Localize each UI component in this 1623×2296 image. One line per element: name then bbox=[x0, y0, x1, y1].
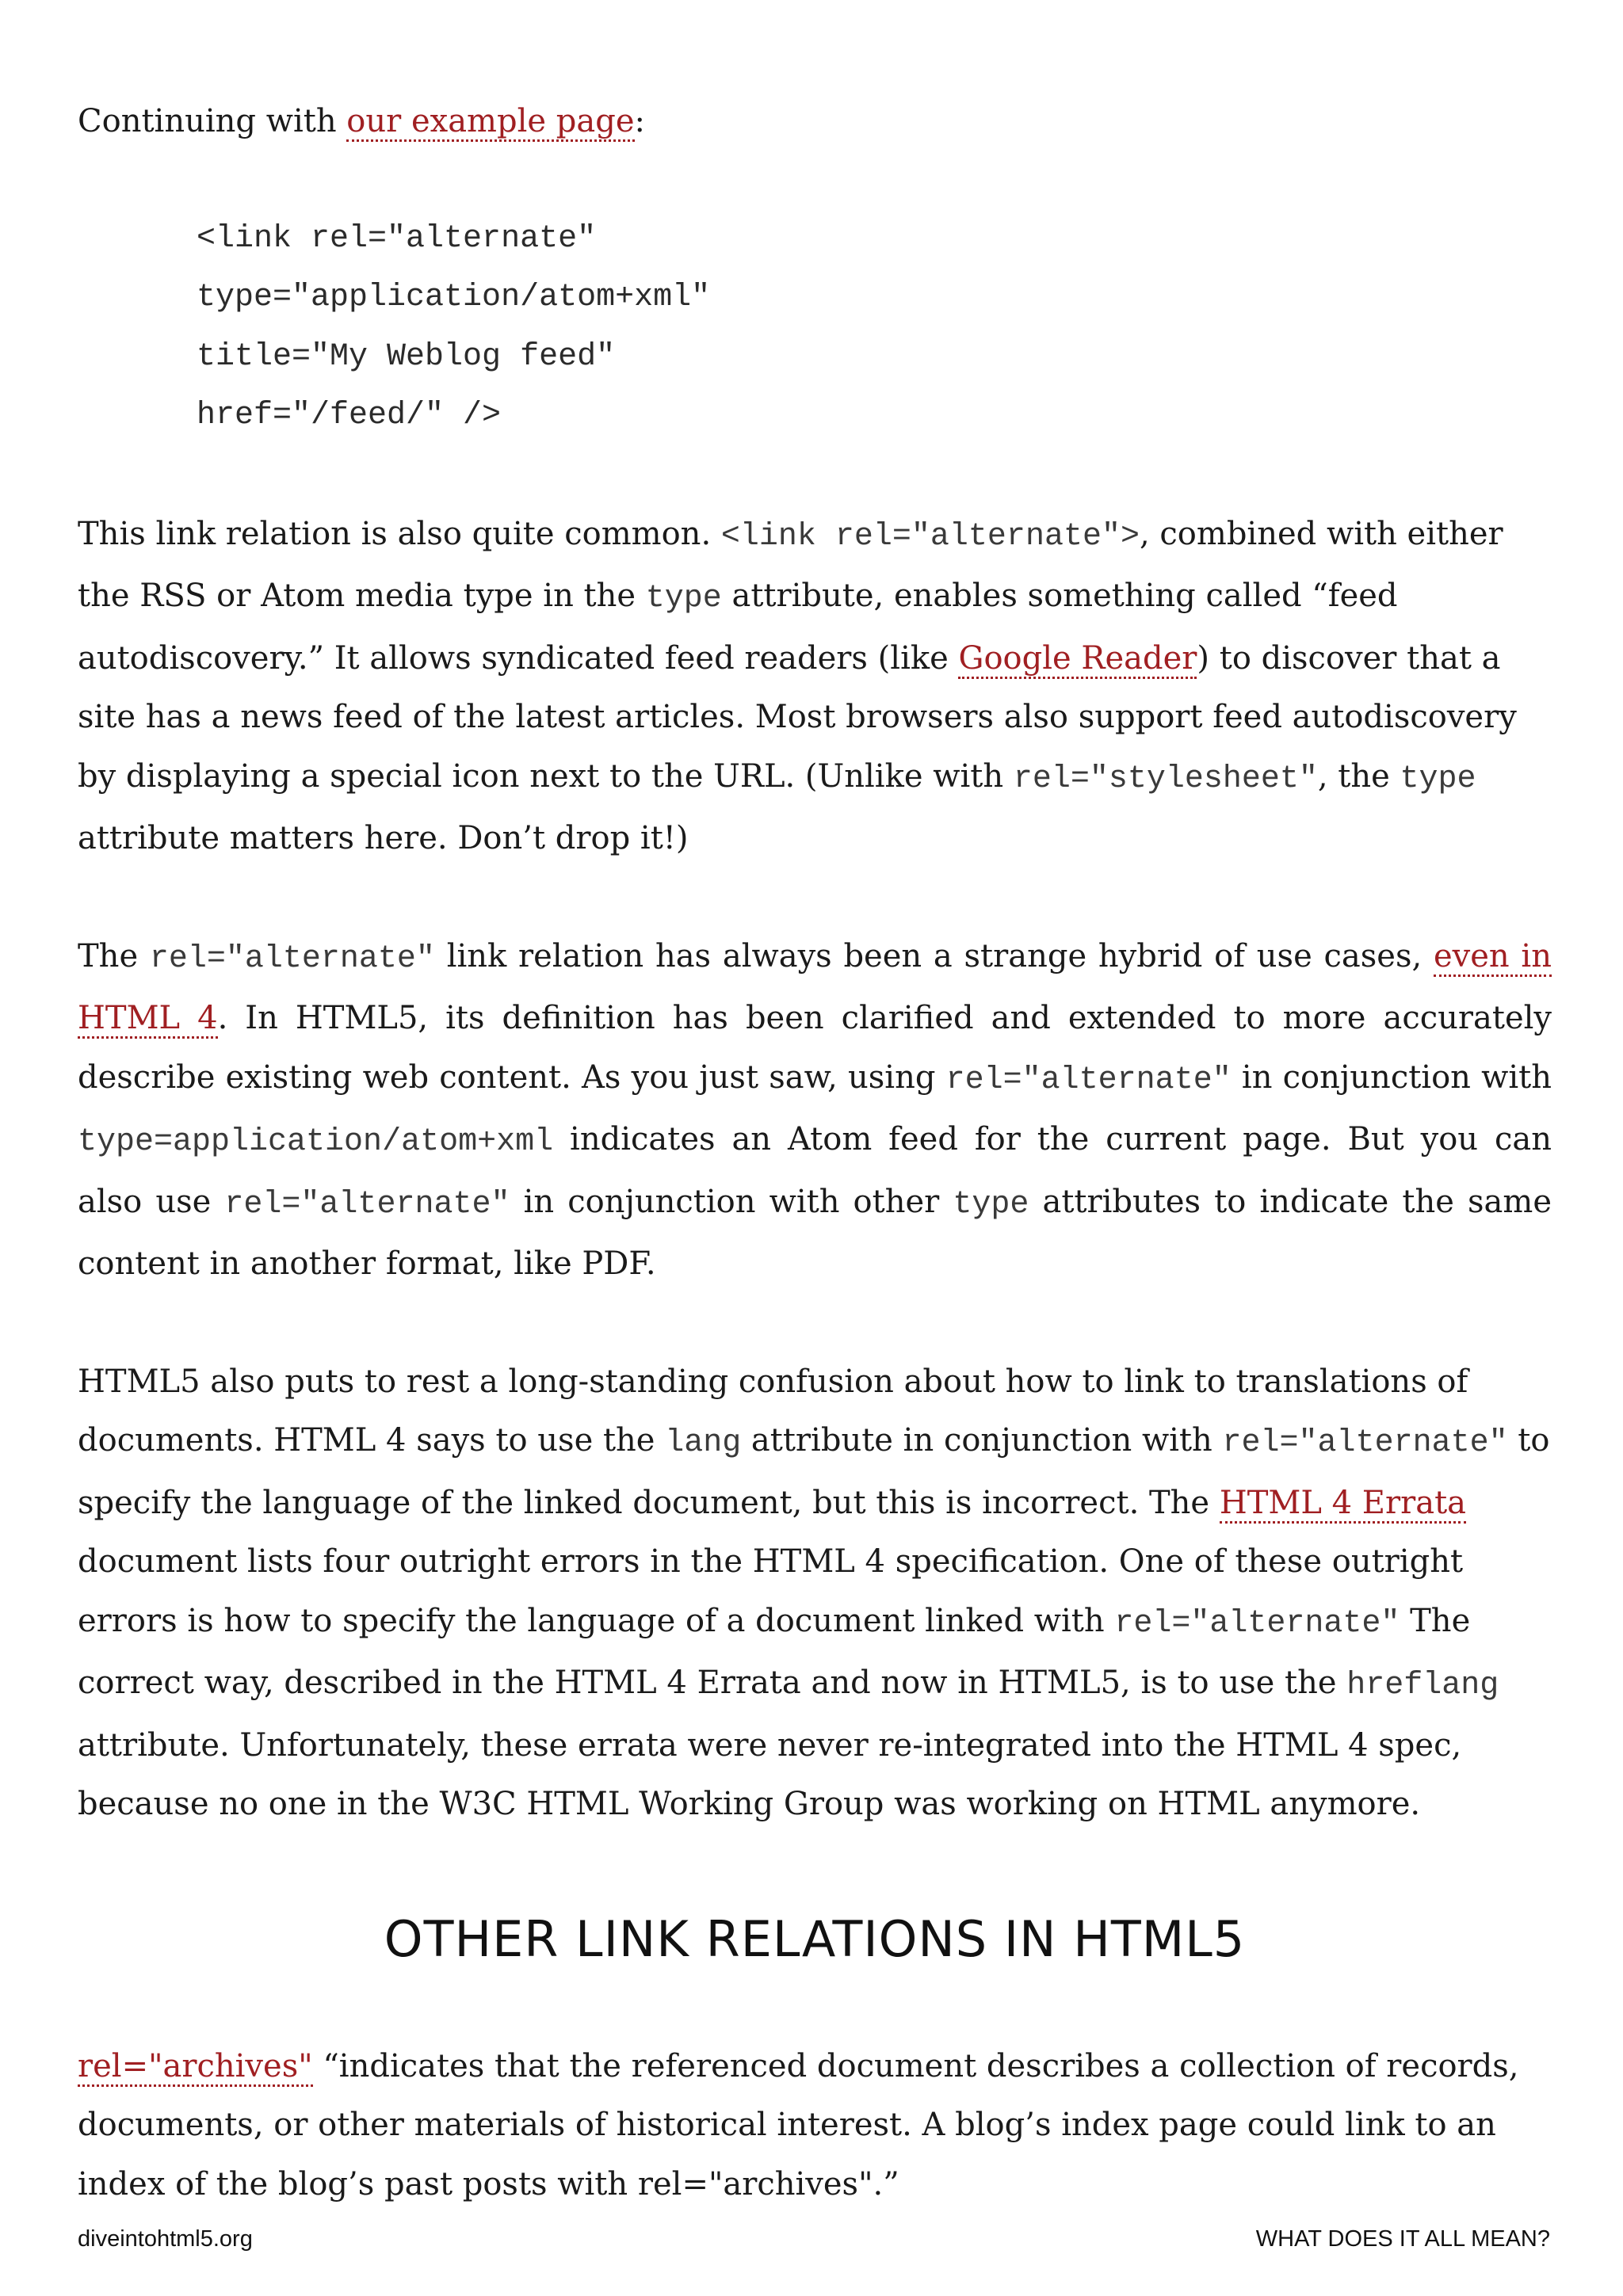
text: ) to discover that a site has a news feed of the latest articles. Most browsers also support feed autodiscovery by displaying a special icon next to the URL. (Unlike with bbox=[78, 639, 1517, 795]
intro-paragraph bbox=[78, 92, 1552, 151]
text: document lists four outright errors in the HTML 4 specification. One of these outright errors is how to specify the language of a document linked with bbox=[78, 1543, 1464, 1639]
text: attribute in conjunction with bbox=[741, 1422, 1223, 1459]
section-heading: OTHER LINK RELATIONS IN HTML5 bbox=[384, 1909, 1246, 1968]
paragraph-alternate-hybrid bbox=[78, 927, 1552, 1294]
spacer bbox=[78, 1294, 1552, 1352]
inline-code: rel="stylesheet" bbox=[1013, 761, 1318, 797]
text: , combined with either the RSS or Atom media type in the bbox=[78, 515, 1503, 614]
inline-code: lang bbox=[665, 1425, 742, 1461]
text: indicates an Atom feed for the current page. But you can also use bbox=[78, 1121, 1552, 1220]
spacer bbox=[78, 1969, 1552, 2037]
inline-code: rel="alternate" bbox=[149, 940, 435, 977]
text: , the bbox=[1317, 757, 1400, 795]
code-block bbox=[78, 210, 1552, 446]
paragraph-archives bbox=[78, 2037, 1552, 2214]
text: in conjunction with other bbox=[510, 1183, 953, 1220]
text: to specify the language of the linked document, but this is incorrect. The bbox=[78, 1422, 1550, 1521]
spacer bbox=[78, 446, 1552, 505]
inline-code: type bbox=[953, 1186, 1029, 1222]
intro-text: Continuing with bbox=[78, 103, 347, 139]
text: attribute. Unfortunately, these errata were never re-integrated into the HTML 4 spec, because no one in the W3C HTML Working Group was working on HTML anymore. bbox=[78, 1726, 1462, 1822]
text: HTML5 also puts to rest a long-standing confusion about how to link to translations of documents. HTML 4 says to use the bbox=[78, 1363, 1468, 1459]
page-content bbox=[78, 92, 1552, 2214]
footer-chapter-title: WHAT DOES IT ALL MEAN? bbox=[1255, 2226, 1550, 2252]
spacer bbox=[78, 868, 1552, 927]
spacer bbox=[78, 1834, 1552, 1910]
inline-code: type=application/atom+xml bbox=[78, 1124, 554, 1160]
spacer bbox=[78, 151, 1552, 210]
code-line: title="My Weblog feed" bbox=[197, 338, 616, 375]
text: attribute, enables something called “feed autodiscovery.” It allows syndicated feed readers (like bbox=[78, 578, 1398, 677]
inline-code: <link rel="alternate"> bbox=[720, 518, 1140, 555]
paragraph-feed-autodiscovery bbox=[78, 505, 1552, 868]
inline-code: rel="alternate" bbox=[224, 1186, 510, 1222]
inline-code: rel="alternate" bbox=[1114, 1605, 1400, 1642]
text: attributes to indicate the same content in another format, like PDF. bbox=[78, 1183, 1552, 1282]
inline-code: type bbox=[1400, 761, 1476, 797]
code-line: <link rel="alternate" bbox=[197, 220, 597, 257]
rel-archives-link[interactable]: rel="archives" bbox=[78, 2048, 313, 2087]
text: . In HTML5, its definition has been clarified and extended to more accurately describe existing web content. As you just saw, using bbox=[78, 1000, 1552, 1096]
even-in-html4-link[interactable]: even in HTML 4 bbox=[78, 938, 1552, 1039]
google-reader-link[interactable]: Google Reader bbox=[958, 640, 1197, 679]
code-line: type="application/atom+xml" bbox=[197, 280, 711, 315]
inline-code: hreflang bbox=[1346, 1668, 1499, 1703]
text: in conjunction with bbox=[1231, 1058, 1552, 1096]
text: The correct way, described in the HTML 4 Errata and now in HTML5, is to use the bbox=[78, 1602, 1471, 1701]
inline-code: type bbox=[645, 581, 722, 616]
text: “indicates that the referenced document describes a collection of records, documents, or other materials of historical interest. A blog’s index page could link to an index of the blog’s past posts with rel="archives".” bbox=[78, 2047, 1519, 2203]
code-line: href="/feed/" /> bbox=[197, 398, 502, 433]
text: attribute matters here. Don’t drop it!) bbox=[78, 820, 689, 856]
text: link relation has always been a strange hybrid of use cases, bbox=[434, 937, 1434, 974]
inline-code: rel="alternate" bbox=[945, 1062, 1232, 1098]
footer-site-name: diveintohtml5.org bbox=[78, 2226, 253, 2252]
inline-code: rel="alternate" bbox=[1222, 1425, 1508, 1461]
paragraph-translations bbox=[78, 1352, 1552, 1834]
our-example-page-link[interactable]: our example page bbox=[346, 103, 634, 142]
html4-errata-link[interactable]: HTML 4 Errata bbox=[1220, 1485, 1466, 1524]
text: The bbox=[78, 937, 150, 974]
intro-after: : bbox=[634, 103, 645, 139]
text: This link relation is also quite common. bbox=[78, 515, 721, 552]
